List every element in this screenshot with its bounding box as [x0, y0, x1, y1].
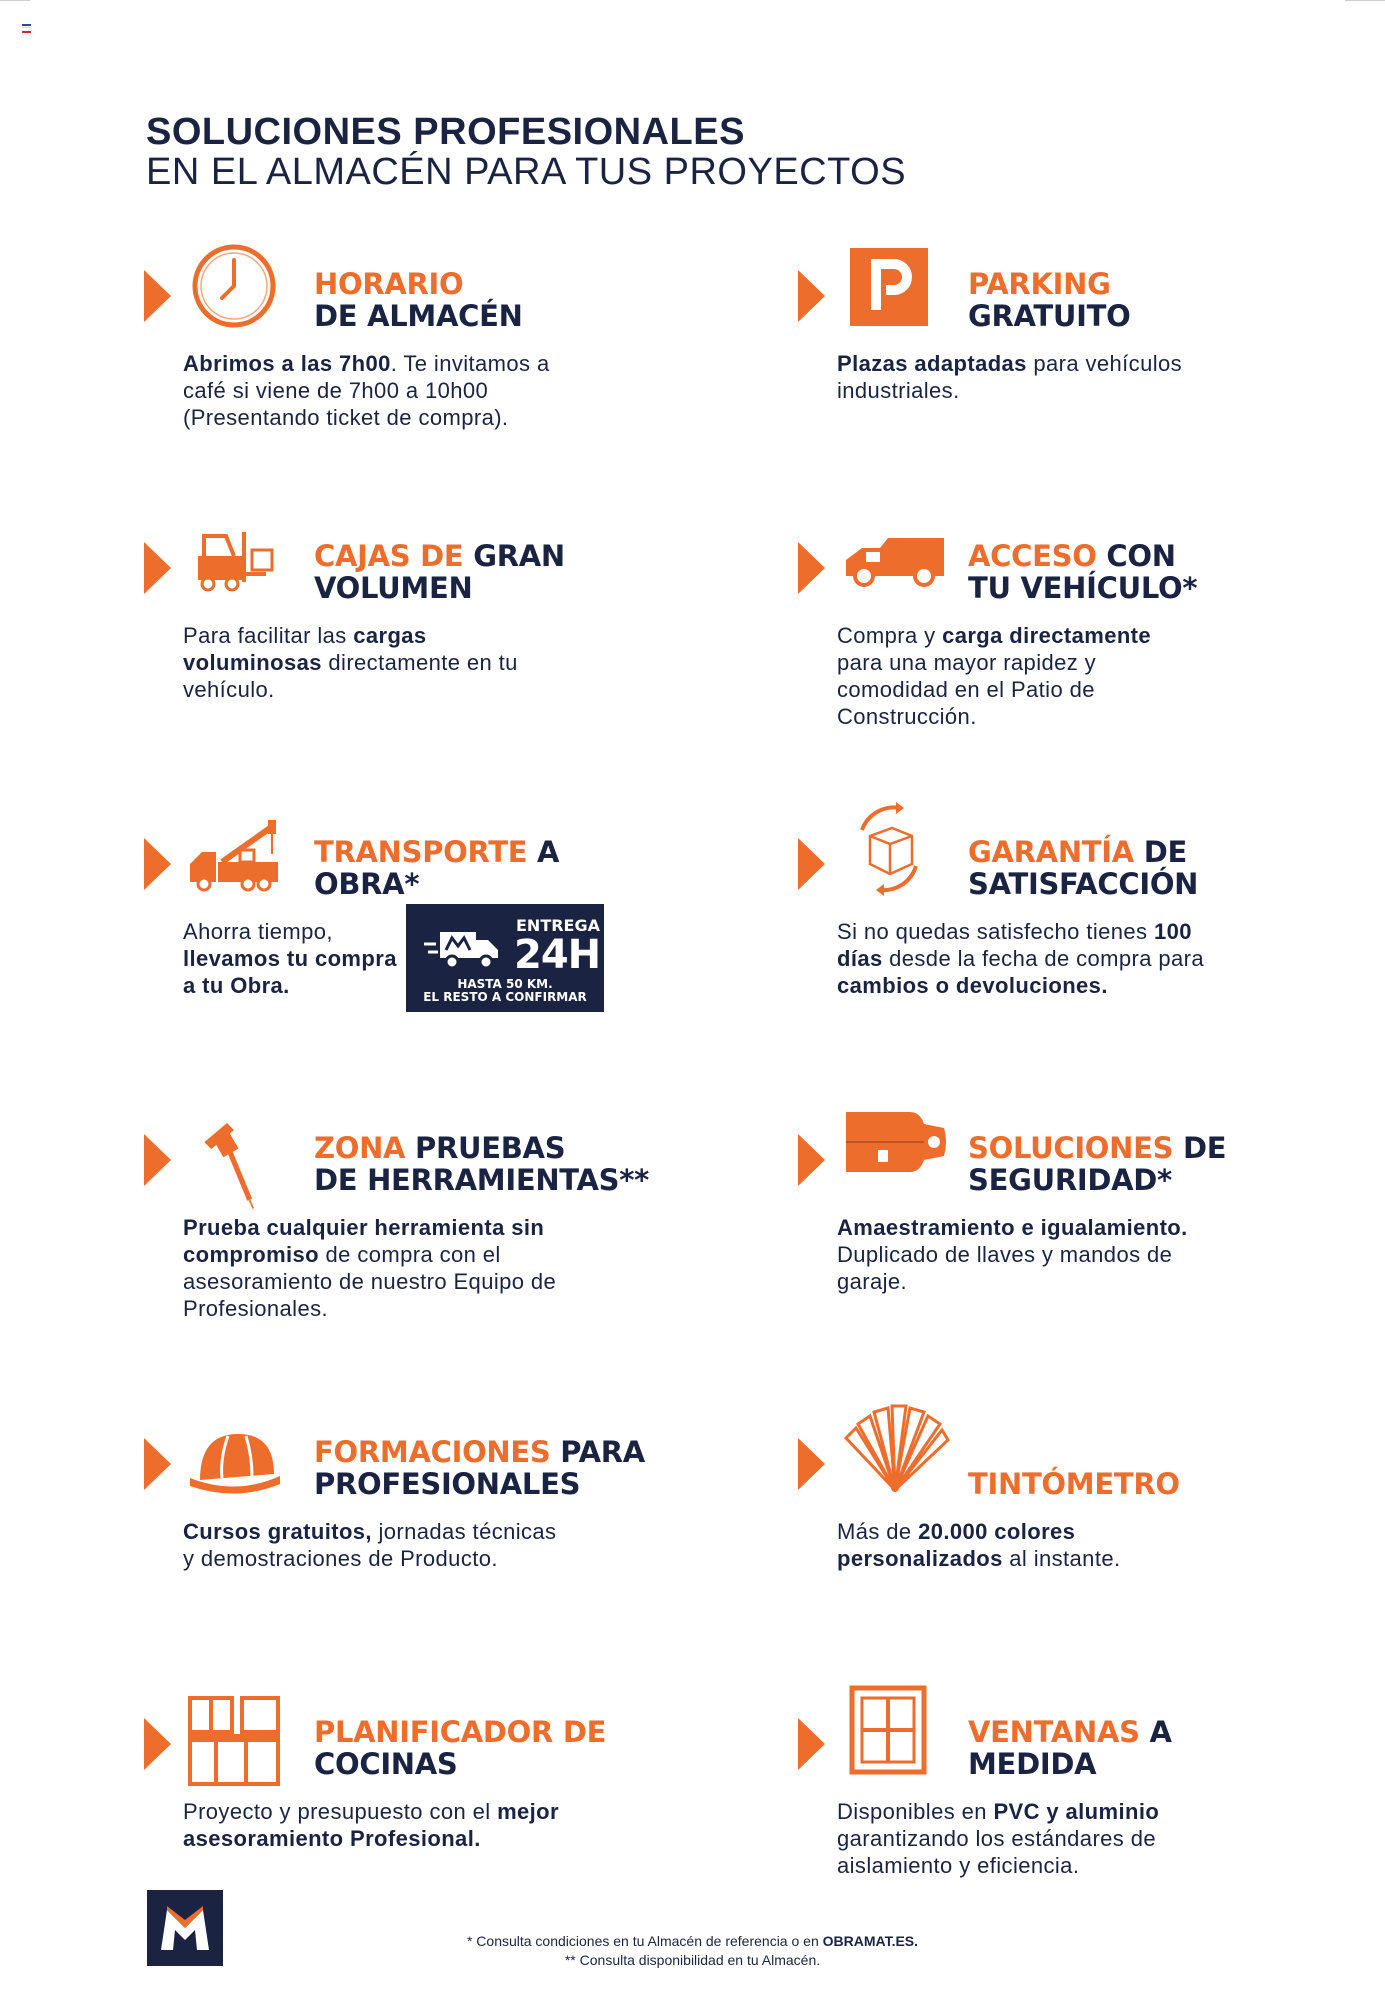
clock-icon — [186, 238, 282, 334]
text-segment: HORARIO — [314, 267, 464, 301]
bullet-arrow-icon — [144, 1438, 171, 1490]
feature-heading — [968, 1132, 1226, 1196]
text-segment: de compra con el asesoramiento de nuestro Equipo de Profesionales. — [183, 1242, 557, 1321]
text-segment: A — [1139, 1715, 1172, 1749]
feature-description — [183, 1214, 563, 1322]
bold-text-segment: 100 días — [837, 919, 1192, 971]
bold-text-segment: cargas voluminosas — [183, 623, 427, 675]
text-segment: PARKING — [968, 267, 1111, 301]
badge-note-line-1: HASTA 50 KM. — [457, 977, 553, 991]
bullet-arrow-icon — [144, 838, 171, 890]
bold-text-segment: llevamos tu compra a tu Obra. — [183, 946, 397, 998]
bullet-arrow-icon — [798, 270, 825, 322]
box-exchange-icon — [840, 800, 936, 896]
footnote-2: ** Consulta disponibilidad en tu Almacén. — [564, 1952, 821, 1968]
text-segment: FORMACIONES — [314, 1435, 551, 1469]
bullet-arrow-icon — [144, 1134, 171, 1186]
feature-description — [183, 350, 563, 431]
feature-description — [837, 918, 1237, 999]
text-segment: Disponibles en — [837, 1799, 994, 1824]
text-segment: Más de — [837, 1519, 919, 1544]
lock-cylinder-icon — [840, 1098, 950, 1194]
bullet-arrow-icon — [144, 1718, 171, 1770]
feature-heading — [314, 836, 559, 900]
flag-mark-icon — [22, 24, 31, 31]
kitchen-cabinets-icon — [186, 1694, 282, 1790]
feature-heading — [968, 1716, 1172, 1780]
text-segment: SEGURIDAD* — [968, 1163, 1172, 1197]
feature-heading — [314, 1132, 649, 1196]
text-segment: A — [527, 835, 560, 869]
bold-text-segment: carga directamente — [942, 623, 1152, 648]
feature-heading — [968, 836, 1198, 900]
bold-text-segment: Prueba cualquier herramienta sin compromiso — [183, 1215, 545, 1267]
text-segment: MEDIDA — [968, 1747, 1097, 1781]
feature-description — [837, 350, 1237, 404]
text-segment: directamente en tu vehículo. — [183, 650, 518, 702]
text-segment: . Te invitamos a café si viene de 7h00 a 10h00 (Presentando ticket de compra). — [183, 351, 550, 430]
bold-text-segment: mejor asesoramiento Profesional. — [183, 1799, 559, 1851]
text-segment: VENTANAS — [968, 1715, 1140, 1749]
feature-description — [837, 1518, 1217, 1572]
feature-description — [183, 918, 413, 999]
text-segment: OBRA* — [314, 867, 420, 901]
window-icon — [840, 1682, 936, 1778]
text-segment: jornadas técnicas y demostraciones de Producto. — [183, 1519, 557, 1571]
feature-heading — [968, 268, 1130, 332]
color-fan-icon — [840, 1398, 950, 1498]
text-segment: DE HERRAMIENTAS** — [314, 1163, 649, 1197]
feature-description — [183, 622, 543, 703]
bold-text-segment: Abrimos a las 7h00 — [183, 351, 391, 376]
text-segment: PARA — [550, 1435, 645, 1469]
bullet-arrow-icon — [798, 1134, 825, 1186]
parking-icon — [840, 238, 936, 334]
page-title-line-2: EN EL ALMACÉN PARA TUS PROYECTOS — [146, 151, 907, 193]
bold-text-segment: Cursos gratuitos, — [183, 1519, 372, 1544]
page-title-line-1: SOLUCIONES PROFESIONALES — [146, 111, 745, 153]
text-segment: GARANTÍA — [968, 835, 1134, 869]
badge-label: ENTREGA — [516, 916, 600, 935]
text-segment: TRANSPORTE — [314, 835, 528, 869]
bold-text-segment: cambios o devoluciones. — [837, 973, 1108, 998]
feature-heading — [968, 1436, 1180, 1500]
text-segment: PLANIFICADOR DE — [314, 1715, 607, 1749]
text-segment: DE ALMACÉN — [314, 299, 523, 333]
text-segment: PROFESIONALES — [314, 1467, 581, 1501]
text-segment: Ahorra tiempo, — [183, 919, 333, 944]
badge-big-text: 24H — [514, 932, 601, 978]
text-segment: DE — [1173, 1131, 1227, 1165]
forklift-icon — [186, 510, 282, 606]
hard-hat-icon — [186, 1412, 282, 1508]
text-segment: ZONA — [314, 1131, 406, 1165]
website-link[interactable]: OBRAMAT.ES. — [822, 1933, 919, 1949]
feature-description — [183, 1798, 583, 1852]
bold-text-segment: PVC y aluminio — [993, 1799, 1160, 1824]
bullet-arrow-icon — [798, 1438, 825, 1490]
text-segment: DE — [1133, 835, 1188, 869]
text-segment: CON — [1096, 539, 1176, 573]
text-segment: COCINAS — [314, 1747, 458, 1781]
bullet-arrow-icon — [144, 542, 171, 594]
feature-heading — [314, 1716, 606, 1780]
bold-text-segment: 20.000 colores personalizados — [837, 1519, 1076, 1571]
badge-note — [406, 978, 604, 1004]
feature-description — [837, 622, 1197, 730]
bold-text-segment: Amaestramiento e igualamiento. — [837, 1215, 1188, 1240]
crane-truck-icon — [186, 806, 282, 902]
feature-heading — [968, 540, 1197, 604]
text-segment: Compra y — [837, 623, 943, 648]
text-segment: al instante. — [1002, 1546, 1121, 1571]
badge-note-line-2: EL RESTO A CONFIRMAR — [423, 990, 587, 1004]
text-segment: GRAN — [463, 539, 565, 573]
text-segment: para vehículos industriales. — [837, 351, 1183, 403]
page-edge-mark — [0, 0, 30, 1]
text-segment: TU VEHÍCULO* — [968, 571, 1198, 605]
footnote-1-text: * Consulta condiciones en tu Almacén de referencia o en — [466, 1933, 823, 1949]
feature-heading — [314, 540, 565, 604]
text-segment: CAJAS DE — [314, 539, 464, 573]
bullet-arrow-icon — [798, 542, 825, 594]
text-segment: SATISFACCIÓN — [968, 867, 1199, 901]
feature-description — [837, 1214, 1217, 1295]
text-segment: PRUEBAS — [405, 1131, 566, 1165]
text-segment: SOLUCIONES — [968, 1131, 1174, 1165]
text-segment: garantizando los estándares de aislamiento y eficiencia. — [837, 1826, 1156, 1878]
footnote-1 — [0, 1933, 1385, 1949]
feature-description — [837, 1798, 1217, 1879]
page-edge-mark — [1345, 0, 1385, 1]
bullet-arrow-icon — [798, 838, 825, 890]
delivery-truck-icon — [424, 922, 502, 974]
text-segment: para una mayor rapidez y comodidad en el Patio de Construcción. — [837, 650, 1097, 729]
delivery-24h-badge — [406, 904, 604, 1012]
jackhammer-icon — [186, 1116, 282, 1212]
text-segment: desde la fecha de compra para — [882, 946, 1205, 971]
feature-heading — [314, 268, 523, 332]
bold-text-segment: Plazas adaptadas — [837, 351, 1027, 376]
text-segment: Para facilitar las — [183, 623, 354, 648]
bullet-arrow-icon — [144, 270, 171, 322]
van-icon — [840, 510, 950, 606]
text-segment: Proyecto y presupuesto con el — [183, 1799, 498, 1824]
text-segment: TINTÓMETRO — [968, 1467, 1180, 1501]
text-segment: Si no quedas satisfecho tienes — [837, 919, 1154, 944]
text-segment: Duplicado de llaves y mandos de garaje. — [837, 1242, 1173, 1294]
bullet-arrow-icon — [798, 1718, 825, 1770]
text-segment: VOLUMEN — [314, 571, 473, 605]
feature-description — [183, 1518, 563, 1572]
text-segment: GRATUITO — [968, 299, 1131, 333]
text-segment: ACCESO — [968, 539, 1097, 573]
feature-heading — [314, 1436, 645, 1500]
page-title — [146, 112, 906, 192]
